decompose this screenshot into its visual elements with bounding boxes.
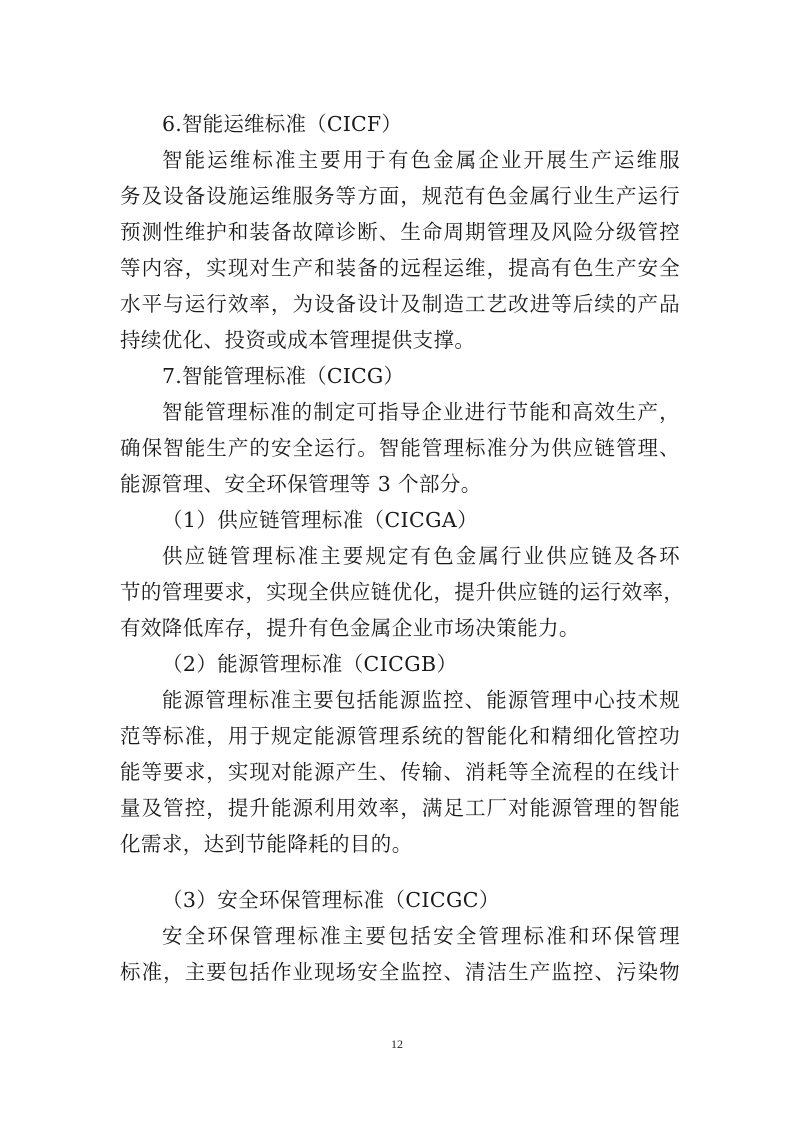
paragraph-line: 量及管控，提升能源利用效率，满足工厂对能源管理的智能 <box>120 796 680 820</box>
paragraph-line: 安全环保管理标准主要包括安全管理标准和环保管理 <box>162 924 680 948</box>
subsection-heading-safety-environment: （3）安全环保管理标准（CICGC） <box>162 888 500 912</box>
paragraph-line: 节的管理要求，实现全供应链优化，提升供应链的运行效率， <box>120 580 685 604</box>
paragraph-line: 等内容，实现对生产和装备的远程运维，提高有色生产安全 <box>120 256 680 280</box>
paragraph-line: 有效降低库存，提升有色金属企业市场决策能力。 <box>120 616 580 640</box>
paragraph-line: 能等要求，实现对能源产生、传输、消耗等全流程的在线计 <box>120 760 680 784</box>
paragraph-line: 能源管理、安全环保管理等 3 个部分。 <box>120 472 482 496</box>
paragraph-line: 能源管理标准主要包括能源监控、能源管理中心技术规 <box>162 688 680 712</box>
paragraph-line: 持续优化、投资或成本管理提供支撑。 <box>120 328 476 352</box>
paragraph-line: 标准，主要包括作业现场安全监控、清洁生产监控、污染物 <box>120 960 680 984</box>
paragraph-line: 水平与运行效率，为设备设计及制造工艺改进等后续的产品 <box>120 292 680 316</box>
page-number: 12 <box>391 1037 403 1051</box>
paragraph-line: 供应链管理标准主要规定有色金属行业供应链及各环 <box>162 544 680 568</box>
section-heading-7: 7.智能管理标准（CICG） <box>162 364 405 388</box>
section-heading-6: 6.智能运维标准（CICF） <box>162 112 403 136</box>
paragraph-line: 智能管理标准的制定可指导企业进行节能和高效生产， <box>162 400 680 424</box>
paragraph-line: 化需求，达到节能降耗的目的。 <box>120 832 413 856</box>
paragraph-line: 预测性维护和装备故障诊断、生命周期管理及风险分级管控 <box>120 220 680 244</box>
paragraph-line: 确保智能生产的安全运行。智能管理标准分为供应链管理、 <box>120 436 680 460</box>
paragraph-line: 智能运维标准主要用于有色金属企业开展生产运维服 <box>162 148 680 172</box>
paragraph-line: 范等标准，用于规定能源管理系统的智能化和精细化管控功 <box>120 724 680 748</box>
paragraph-line: 务及设备设施运维服务等方面，规范有色金属行业生产运行 <box>120 184 680 208</box>
subsection-heading-energy: （2）能源管理标准（CICGB） <box>162 652 458 676</box>
subsection-heading-supply-chain: （1）供应链管理标准（CICGA） <box>162 508 478 532</box>
